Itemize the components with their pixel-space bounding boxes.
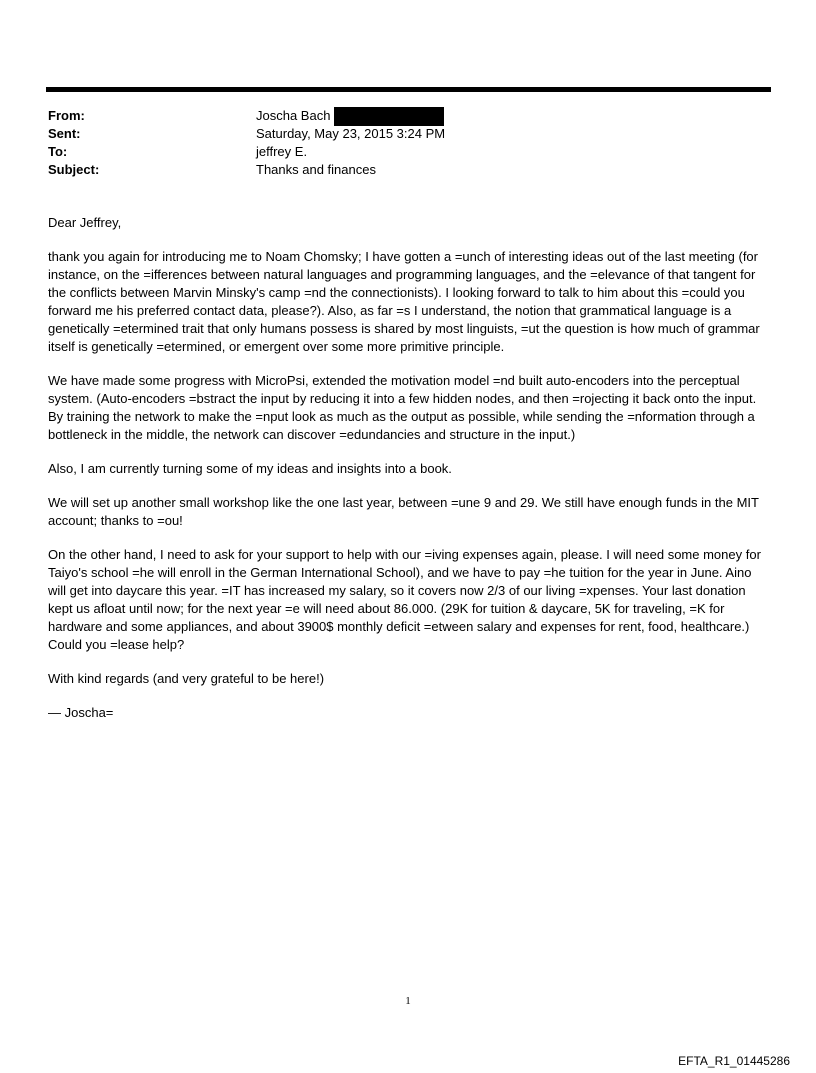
from-value: Joscha Bach <box>256 108 331 123</box>
email-body <box>48 214 770 738</box>
page-number: 1 <box>405 995 411 1007</box>
subject-value: Thanks and finances <box>256 162 376 177</box>
to-row <box>48 143 768 161</box>
from-label: From: <box>48 108 85 123</box>
email-header <box>48 107 768 179</box>
greeting: Dear Jeffrey, <box>48 215 122 230</box>
sent-label: Sent: <box>48 126 81 141</box>
body-paragraph-4: We will set up another small workshop like the one last year, between =une 9 and 29. We still have enough funds in the MIT account; thanks to =ou! <box>48 495 759 528</box>
header-divider <box>46 87 771 92</box>
body-paragraph-5: On the other hand, I need to ask for your support to help with our =iving expenses again, please. I will need some money for Taiyo's school =he will enroll in the German International School), and we have to pay =he tuition for the year in June. Aino will get into daycare this year. =IT has increased my salary, so it covers now 2/3 of our living =xpenses. Your last donation kept us afloat until now; for the next year =e will need about 86.000. (29K for tuition & daycare, 5K for traveling, =K for hardware and some appliances, and about 3900$ monthly deficit =etween salary and expenses for rent, food, healthcare.) Could you =lease help? <box>48 547 761 652</box>
from-row <box>48 107 768 125</box>
redaction-block <box>334 107 444 126</box>
sent-value: Saturday, May 23, 2015 3:24 PM <box>256 126 446 141</box>
subject-row <box>48 161 768 179</box>
to-label: To: <box>48 144 68 159</box>
body-paragraph-3: Also, I am currently turning some of my ideas and insights into a book. <box>48 461 452 476</box>
signature: — Joscha= <box>48 705 114 720</box>
body-paragraph-1: thank you again for introducing me to Noam Chomsky; I have gotten a =unch of interesting ideas out of the last meeting (for instance, on the =ifferences between natural languages and programming languages, and the =elevance of that tangent for the conflicts between Marvin Minsky's camp =nd the connectionists). I looking forward to talk to him about this =could you forward me his preferred contact data, please?). Also, as far =s I understand, the notion that grammatical language is a genetically =etermined trait that only humans possess is shared by most linguists, =ut the question is how much of grammar itself is genetically =etermined, or emergent over some more primitive principle. <box>48 249 760 354</box>
subject-label: Subject: <box>48 162 100 177</box>
closing: With kind regards (and very grateful to be here!) <box>48 671 325 686</box>
to-value: jeffrey E. <box>256 144 308 159</box>
body-paragraph-2: We have made some progress with MicroPsi, extended the motivation model =nd built auto-encoders into the perceptual system. (Auto-encoders =bstract the input by reducing it into a few hidden nodes, and then =rojecting it back onto the input. By training the network to make the =nput look as much as the output as possible, while sending the =nformation through a bottleneck in the middle, the network can discover =edundancies and structure in the input.) <box>48 373 757 442</box>
sent-row <box>48 125 768 143</box>
document-id: EFTA_R1_01445286 <box>678 1054 790 1068</box>
